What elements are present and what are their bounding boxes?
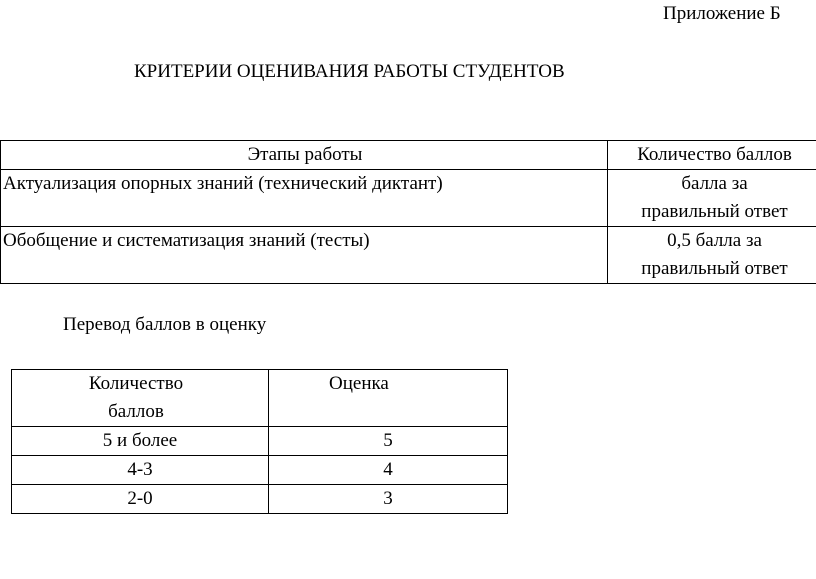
page-title: КРИТЕРИИ ОЦЕНИВАНИЯ РАБОТЫ СТУДЕНТОВ: [134, 61, 565, 82]
stage-cell: Обобщение и систематизация знаний (тесты): [1, 227, 608, 284]
conversion-subtitle: Перевод баллов в оценку: [63, 314, 267, 335]
points-cell: [608, 170, 816, 227]
table-header-row: [12, 370, 508, 427]
table-header-row: [1, 141, 816, 170]
points-column-header: Количество баллов: [608, 141, 816, 170]
appendix-label: Приложение Б: [663, 3, 781, 24]
stage-column-header: Этапы работы: [1, 141, 608, 170]
criteria-table: [0, 140, 816, 284]
header-line: баллов: [108, 401, 164, 422]
points-cell: [608, 227, 816, 284]
points-column-header: [12, 370, 269, 427]
points-line: правильный ответ: [641, 201, 788, 222]
table-row: [1, 170, 816, 227]
points-line: правильный ответ: [641, 258, 788, 279]
header-line: Количество: [88, 373, 184, 394]
points-cell: 4-3: [12, 456, 269, 485]
grade-cell: 3: [269, 485, 508, 514]
points-line: 0,5 балла за: [667, 230, 762, 251]
grade-cell: 5: [269, 427, 508, 456]
points-cell: 2-0: [12, 485, 269, 514]
stage-cell: Актуализация опорных знаний (технический диктант): [1, 170, 608, 227]
conversion-table: [11, 369, 508, 514]
table-row: [12, 427, 508, 456]
points-line: балла за: [681, 173, 748, 194]
grade-cell: 4: [269, 456, 508, 485]
table-row: [12, 456, 508, 485]
grade-column-header: Оценка: [269, 370, 508, 427]
table-row: [12, 485, 508, 514]
points-cell: 5 и более: [12, 427, 269, 456]
table-row: [1, 227, 816, 284]
